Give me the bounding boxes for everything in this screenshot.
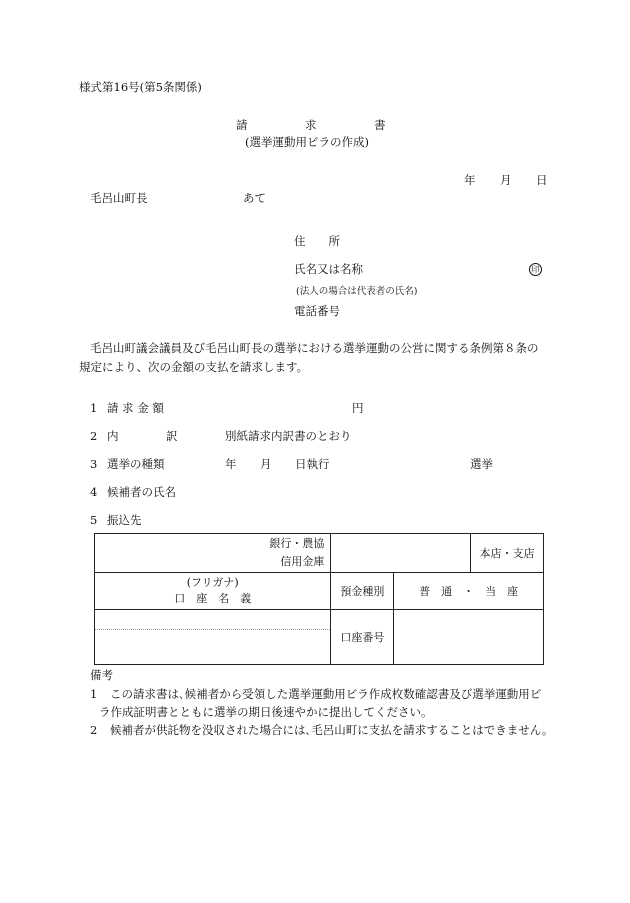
furigana-label: (フリガナ) xyxy=(186,575,239,589)
item-3-month: 月 xyxy=(260,457,272,471)
bank-account-table xyxy=(94,533,544,665)
date-month: 月 xyxy=(500,173,512,187)
notes-heading: 備考 xyxy=(90,668,113,682)
bank-type-line-1: 銀行・農協 xyxy=(269,537,325,551)
form-number: 様式第16号(第5条関係) xyxy=(79,80,202,94)
note-1-line-1: この請求書は､候補者から受領した選挙運動用ビラ作成枚数確認書及び選挙運動用ビ xyxy=(110,687,542,701)
deposit-type-value: 普 通 ・ 当 座 xyxy=(419,585,519,598)
note-1-number: 1 xyxy=(90,687,98,701)
account-name-header xyxy=(95,573,331,610)
seal-mark xyxy=(529,263,542,276)
item-2-number: 2 xyxy=(90,429,98,443)
item-3-year: 年 xyxy=(225,457,237,471)
deposit-type-label: 預金種別 xyxy=(340,585,385,598)
date-year: 年 xyxy=(464,173,476,187)
branch-name-cell[interactable] xyxy=(331,534,471,573)
addressee-name: 毛呂山町長 xyxy=(90,191,148,205)
name-label: 氏名又は名称 xyxy=(294,262,363,276)
item-1-number: 1 xyxy=(90,401,98,415)
branch-type-cell[interactable] xyxy=(471,534,544,573)
furigana-input-row[interactable] xyxy=(95,610,330,630)
item-3-number: 3 xyxy=(90,457,98,471)
item-4-label: 候補者の氏名 xyxy=(107,485,176,499)
date-day: 日 xyxy=(536,173,548,187)
item-3-suffix: 選挙 xyxy=(470,457,493,471)
item-5-number: 5 xyxy=(90,513,98,527)
addressee-suffix: あて xyxy=(243,191,266,205)
account-number-label: 口座番号 xyxy=(340,631,385,644)
title-char-2: 求 xyxy=(305,118,317,132)
branch-type-label: 本店・支店 xyxy=(479,547,535,560)
deposit-type-value-cell[interactable] xyxy=(394,573,544,610)
seal-icon: 印 xyxy=(529,263,542,276)
item-3-day: 日執行 xyxy=(295,457,330,471)
bank-type-line-2: 信用金庫 xyxy=(280,555,325,568)
item-3-label: 選挙の種類 xyxy=(107,457,165,471)
account-number-input-cell[interactable] xyxy=(394,610,544,665)
item-5-label: 振込先 xyxy=(107,513,142,527)
body-line-1: 毛呂山町議会議員及び毛呂山町長の選挙における選挙運動の公営に関する条例第８条の xyxy=(90,341,539,355)
account-name-input-cell[interactable] xyxy=(95,610,331,665)
item-2-value: 別紙請求内訳書のとおり xyxy=(225,429,352,443)
item-1-unit: 円 xyxy=(352,401,364,415)
body-line-2: 規定により、次の金額の支払を請求します。 xyxy=(79,360,309,374)
item-1-label: 請 求 金 額 xyxy=(107,401,164,415)
account-name-label: 口 座 名 義 xyxy=(174,592,252,605)
title-char-1: 請 xyxy=(236,118,248,132)
item-4-number: 4 xyxy=(90,485,98,499)
note-2-number: 2 xyxy=(90,723,98,737)
address-label: 住 所 xyxy=(294,234,340,248)
phone-label: 電話番号 xyxy=(294,304,340,318)
title-subtitle: (選挙運動用ビラの作成) xyxy=(245,135,369,149)
account-number-label-cell xyxy=(331,610,394,665)
account-name-input-row[interactable] xyxy=(95,630,330,664)
title-char-3: 書 xyxy=(374,118,386,132)
item-2-label-b: 訳 xyxy=(166,429,178,443)
corp-note: (法人の場合は代表者の氏名) xyxy=(296,286,418,297)
note-1-line-2: ラ作成証明書とともに選挙の期日後速やかに提出してください。 xyxy=(99,705,433,719)
bank-name-cell[interactable] xyxy=(95,534,331,573)
note-2-line-1: 候補者が供託物を没収された場合には､毛呂山町に支払を請求することはできません。 xyxy=(110,723,554,737)
item-2-label-a: 内 xyxy=(107,429,119,443)
deposit-type-label-cell xyxy=(331,573,394,610)
